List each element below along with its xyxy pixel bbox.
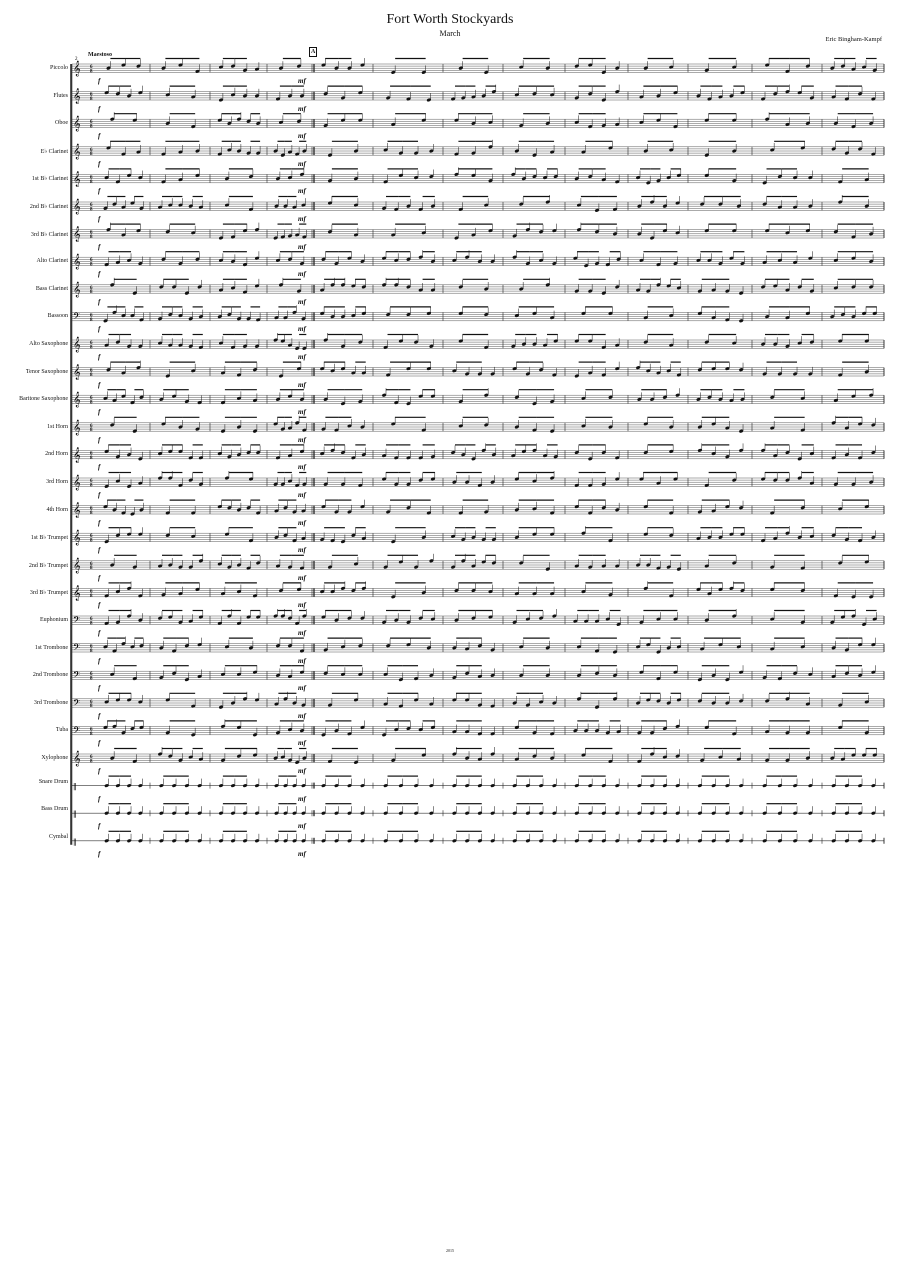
dynamic-forte: f [98, 408, 101, 417]
time-signature: 8 [90, 179, 93, 185]
time-signature: 6 [90, 147, 93, 153]
time-signature: 6 [90, 644, 93, 650]
time-signature: 6 [90, 92, 93, 98]
time-signature: 6 [90, 175, 93, 181]
dynamic-mezzo-forte: mf [298, 849, 306, 858]
dynamic-mezzo-forte: mf [298, 77, 306, 85]
treble-clef: 𝄞 [73, 227, 81, 243]
instrument-label: Alto Clarinet [36, 258, 68, 265]
time-signature: 8 [90, 483, 93, 489]
dynamic-mezzo-forte: mf [298, 463, 306, 472]
time-signature: 6 [90, 230, 93, 236]
treble-clef: 𝄞 [73, 61, 81, 77]
treble-clef: 𝄞 [73, 116, 81, 132]
time-signature: 6 [90, 534, 93, 540]
bass-clef: 𝄢 [73, 697, 81, 711]
dynamic-mezzo-forte: mf [298, 573, 306, 582]
instrument-label: Snare Drum [38, 778, 68, 785]
dynamic-forte: f [98, 794, 101, 803]
time-signature: 8 [90, 538, 93, 544]
dynamic-mezzo-forte: mf [298, 159, 306, 168]
treble-clef: 𝄞 [73, 503, 81, 519]
time-signature: 8 [90, 731, 93, 737]
time-signature: 8 [90, 207, 93, 213]
time-signature: 6 [90, 258, 93, 264]
instrument-label: Oboe [55, 120, 68, 127]
percussion-clef: ‖ [73, 782, 77, 791]
dynamic-mezzo-forte: mf [298, 629, 306, 637]
dynamic-mezzo-forte: mf [298, 822, 306, 831]
time-signature: 8 [90, 428, 93, 434]
instrument-label: 2nd Horn [45, 451, 68, 458]
time-signature: 6 [90, 313, 93, 319]
instrument-label: Tenor Saxophone [25, 368, 68, 375]
dynamic-forte: f [98, 629, 101, 637]
percussion-clef: ‖ [73, 837, 77, 846]
time-signature: 6 [90, 727, 93, 733]
instrument-label: Bass Clarinet [35, 285, 68, 292]
instrument-label: 1st Horn [47, 423, 68, 430]
instrument-label: Baritone Saxophone [19, 396, 68, 403]
bass-clef: 𝄢 [73, 724, 81, 738]
treble-clef: 𝄞 [73, 420, 81, 436]
dynamic-mezzo-forte: mf [298, 353, 306, 361]
treble-clef: 𝄞 [73, 585, 81, 601]
instrument-label: 2nd B♭ Trumpet [28, 562, 68, 569]
dynamic-forte: f [98, 767, 101, 775]
score-title: Fort Worth Stockyards [386, 12, 514, 27]
time-signature: 6 [90, 368, 93, 374]
score-subtitle: March [439, 29, 461, 38]
time-signature: 8 [90, 649, 93, 654]
time-signature: 6 [90, 506, 93, 512]
dynamic-forte: f [98, 518, 101, 527]
treble-clef: 𝄞 [73, 337, 81, 353]
treble-clef: 𝄞 [73, 199, 81, 215]
dynamic-forte: f [98, 77, 101, 85]
time-signature: 8 [90, 262, 93, 268]
dynamic-mezzo-forte: mf [298, 656, 306, 665]
dynamic-forte: f [98, 242, 101, 251]
time-signature: 6 [90, 285, 93, 291]
instrument-label: 2nd Trombone [32, 672, 68, 679]
dynamic-mezzo-forte: mf [298, 601, 306, 610]
bass-clef: 𝄢 [73, 642, 81, 656]
tempo-marking: Maestoso [88, 52, 112, 58]
time-signature: 8 [90, 676, 93, 682]
time-signature: 8 [90, 621, 93, 627]
dynamic-forte: f [98, 187, 101, 196]
dynamic-mezzo-forte: mf [298, 435, 306, 444]
treble-clef: 𝄞 [73, 447, 81, 463]
time-signature: 6 [90, 423, 93, 429]
dynamic-mezzo-forte: mf [298, 794, 306, 803]
instrument-label: Piccolo [50, 65, 68, 71]
treble-clef: 𝄞 [73, 89, 81, 105]
instrument-label: 1st Trombone [34, 644, 68, 651]
time-signature: 6 [90, 396, 93, 402]
instrument-label: 3rd B♭ Trumpet [29, 590, 68, 597]
time-signature: 8 [90, 593, 93, 599]
dynamic-forte: f [98, 739, 101, 748]
time-signature: 6 [90, 120, 93, 126]
dynamic-mezzo-forte: mf [298, 518, 306, 527]
instrument-label: Cymbal [49, 833, 68, 840]
time-signature: 6 [90, 699, 93, 705]
dynamic-forte: f [98, 132, 101, 141]
dynamic-forte: f [98, 463, 101, 472]
dynamic-forte: f [98, 546, 101, 555]
dynamic-forte: f [98, 270, 101, 279]
dynamic-forte: f [98, 435, 101, 444]
instrument-label: Alto Saxophone [29, 341, 68, 347]
dynamic-forte: f [98, 159, 101, 168]
time-signature: 8 [90, 97, 93, 102]
dynamic-forte: f [98, 711, 101, 720]
time-signature: 8 [90, 455, 93, 461]
instrument-label: Bass Drum [41, 806, 68, 813]
bass-clef: 𝄢 [73, 614, 81, 628]
instrument-label: 1st B♭ Trumpet [30, 535, 68, 542]
dynamic-forte: f [98, 822, 101, 831]
dynamic-forte: f [98, 491, 101, 499]
treble-clef: 𝄞 [73, 751, 81, 767]
instrument-label: E♭ Clarinet [40, 148, 68, 155]
treble-clef: 𝄞 [73, 530, 81, 546]
dynamic-mezzo-forte: mf [298, 270, 306, 279]
instrument-label: Bassoon [47, 313, 68, 320]
time-signature: 8 [90, 704, 93, 710]
instrument-label: 4th Horn [46, 506, 68, 513]
dynamic-mezzo-forte: mf [298, 132, 306, 141]
dynamic-forte: f [98, 573, 101, 582]
dynamic-mezzo-forte: mf [298, 767, 306, 775]
dynamic-forte: f [98, 684, 101, 693]
time-signature: 8 [90, 235, 93, 240]
measure-number: 2 [75, 57, 78, 62]
time-signature: 8 [90, 152, 93, 158]
dynamic-mezzo-forte: mf [298, 215, 306, 223]
treble-clef: 𝄞 [73, 558, 81, 574]
time-signature: 6 [90, 755, 93, 760]
dynamic-forte: f [98, 104, 101, 113]
time-signature: 6 [90, 65, 93, 70]
time-signature: 8 [90, 400, 93, 406]
time-signature: 6 [90, 479, 93, 484]
time-signature: 8 [90, 373, 93, 378]
time-signature: 6 [90, 451, 93, 457]
dynamic-forte: f [98, 325, 101, 334]
time-signature: 8 [90, 124, 93, 130]
dynamic-forte: f [98, 601, 101, 610]
dynamic-mezzo-forte: mf [298, 104, 306, 113]
treble-clef: 𝄞 [73, 475, 81, 491]
treble-clef: 𝄞 [73, 254, 81, 270]
dynamic-mezzo-forte: mf [298, 187, 306, 196]
footer-year: 2015 [446, 1248, 454, 1253]
instrument-label: 3rd Trombone [33, 699, 68, 706]
dynamic-mezzo-forte: mf [298, 684, 306, 693]
treble-clef: 𝄞 [73, 144, 81, 160]
time-signature: 8 [90, 290, 93, 296]
dynamic-mezzo-forte: mf [298, 408, 306, 417]
dynamic-forte: f [98, 849, 101, 858]
dynamic-forte: f [98, 380, 101, 389]
instrument-label: 1st B♭ Clarinet [31, 176, 68, 183]
dynamic-mezzo-forte: mf [298, 325, 306, 334]
time-signature: 6 [90, 589, 93, 595]
dynamic-mezzo-forte: mf [298, 711, 306, 720]
instrument-label: Tuba [55, 727, 68, 734]
time-signature: 8 [90, 345, 93, 351]
percussion-clef: ‖ [73, 810, 77, 819]
dynamic-mezzo-forte: mf [298, 297, 306, 306]
time-signature: 6 [90, 672, 93, 678]
time-signature: 8 [90, 317, 93, 323]
instrument-label: 3rd B♭ Clarinet [30, 231, 68, 238]
dynamic-mezzo-forte: mf [298, 380, 306, 389]
treble-clef: 𝄞 [73, 365, 81, 381]
treble-clef: 𝄞 [73, 392, 81, 408]
instrument-label: Euphonium [40, 617, 68, 623]
bass-clef: 𝄢 [73, 310, 81, 324]
treble-clef: 𝄞 [73, 282, 81, 298]
treble-clef: 𝄞 [73, 171, 81, 187]
instrument-label: Xylophone [41, 755, 68, 761]
dynamic-mezzo-forte: mf [298, 242, 306, 251]
dynamic-forte: f [98, 215, 101, 223]
dynamic-mezzo-forte: mf [298, 491, 306, 499]
time-signature: 8 [90, 511, 93, 516]
instrument-label: 3rd Horn [46, 479, 68, 485]
time-signature: 8 [90, 566, 93, 572]
dynamic-forte: f [98, 656, 101, 665]
instrument-label: Flutes [53, 92, 68, 99]
time-signature: 8 [90, 69, 93, 75]
dynamic-mezzo-forte: mf [298, 546, 306, 555]
dynamic-mezzo-forte: mf [298, 739, 306, 748]
time-signature: 8 [90, 759, 93, 765]
bass-clef: 𝄢 [73, 669, 81, 683]
time-signature: 6 [90, 561, 93, 567]
dynamic-forte: f [98, 353, 101, 361]
rehearsal-mark: A [311, 49, 316, 55]
instrument-label: 2nd B♭ Clarinet [29, 204, 68, 210]
time-signature: 6 [90, 617, 93, 622]
dynamic-forte: f [98, 297, 101, 306]
composer-credit: Eric Bingham-Kampf [825, 36, 882, 43]
time-signature: 6 [90, 341, 93, 346]
time-signature: 6 [90, 203, 93, 208]
